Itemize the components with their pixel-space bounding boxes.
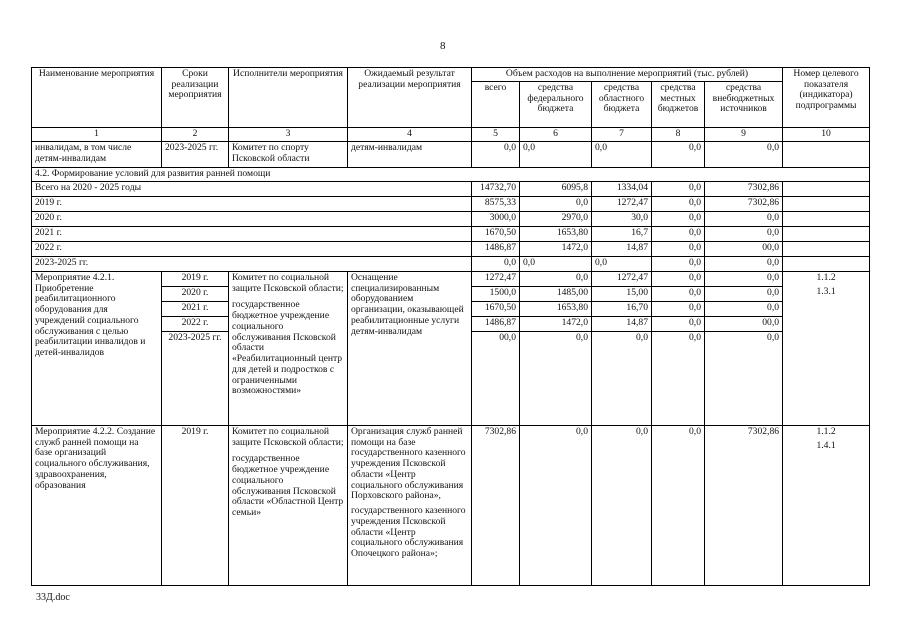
summary-extra: 0,0 xyxy=(705,212,783,227)
m421-extra: 0,0 xyxy=(705,287,783,302)
summary-row xyxy=(32,242,870,257)
table-row xyxy=(32,426,870,586)
summary-reg: 1272,47 xyxy=(592,197,652,212)
m421-executor-1: Комитет по социальной защите Псковской области; xyxy=(232,272,344,294)
m421-reg: 1272,47 xyxy=(592,272,652,287)
summary-label: 2020 г. xyxy=(32,212,472,227)
m421-reg: 0,0 xyxy=(592,332,652,426)
m421-period: 2023-2025 гг. xyxy=(162,332,229,426)
col-index: 10 xyxy=(783,128,870,142)
summary-row xyxy=(32,257,870,272)
header-period: Сроки реализации мероприятия xyxy=(162,68,229,128)
col-index: 1 xyxy=(32,128,162,142)
header-indicator: Номер целевого показателя (индикатора) подпрограммы xyxy=(783,68,870,128)
summary-row xyxy=(32,227,870,242)
m421-local: 0,0 xyxy=(652,317,705,332)
m421-result: Оснащение специализированным оборудованием организации, оказывающей реабилитационные услуги детям-инвалидам xyxy=(348,272,472,426)
summary-extra: 0,0 xyxy=(705,227,783,242)
summary-total: 3000,0 xyxy=(472,212,520,227)
cont-fed: 0,0 xyxy=(520,142,592,168)
col-index: 2 xyxy=(162,128,229,142)
m421-total: 1670,50 xyxy=(472,302,520,317)
summary-reg: 0,0 xyxy=(592,257,652,272)
summary-local: 0,0 xyxy=(652,182,705,197)
m421-local: 0,0 xyxy=(652,287,705,302)
summary-label: 2021 г. xyxy=(32,227,472,242)
summary-local: 0,0 xyxy=(652,227,705,242)
column-index-row xyxy=(32,128,870,142)
m422-indicator-2: 1.4.1 xyxy=(816,439,836,451)
m421-reg: 16,70 xyxy=(592,302,652,317)
m422-executor xyxy=(229,426,348,586)
summary-fed: 2970,0 xyxy=(520,212,592,227)
summary-label: 2019 г. xyxy=(32,197,472,212)
m421-fed: 1653,80 xyxy=(520,302,592,317)
m421-name: Мероприятие 4.2.1. Приобретение реабилитационного оборудования для учреждений социального обслуживания с целью реабилитации инвалидов и детей-инвалидов xyxy=(32,272,162,426)
m421-total: 00,0 xyxy=(472,332,520,426)
m421-fed: 0,0 xyxy=(520,332,592,426)
m421-total: 1500,0 xyxy=(472,287,520,302)
m421-extra: 00,0 xyxy=(705,317,783,332)
section-title: 4.2. Формирование условий для развития ранней помощи xyxy=(32,168,870,182)
summary-fed: 0,0 xyxy=(520,257,592,272)
summary-indicator xyxy=(783,182,870,197)
col-index: 9 xyxy=(705,128,783,142)
cont-executor: Комитет по спорту Псковской области xyxy=(229,142,348,168)
header-result: Ожидаемый результат реализации мероприятия xyxy=(348,68,472,128)
summary-extra: 0,0 xyxy=(705,257,783,272)
m421-executor xyxy=(229,272,348,426)
header-local: средства местных бюджетов xyxy=(652,82,705,128)
col-index: 8 xyxy=(652,128,705,142)
m421-fed: 0,0 xyxy=(520,272,592,287)
summary-fed: 1472,0 xyxy=(520,242,592,257)
m421-extra: 0,0 xyxy=(705,272,783,287)
m422-result-2: государственного казенного учреждения Псковской области «Центр социального обслуживания Опочецкого района»; xyxy=(351,505,466,560)
m422-name: Мероприятие 4.2.2. Создание служб ранней помощи на базе организаций социального обслуживания, здравоохранения, образования xyxy=(32,426,162,586)
summary-indicator xyxy=(783,227,870,242)
m421-fed: 1485,00 xyxy=(520,287,592,302)
summary-label: 2022 г. xyxy=(32,242,472,257)
m422-local: 0,0 xyxy=(652,426,705,586)
m421-reg: 14,87 xyxy=(592,317,652,332)
m421-local: 0,0 xyxy=(652,272,705,287)
cont-reg: 0,0 xyxy=(592,142,652,168)
measures-table xyxy=(31,67,870,586)
col-index: 7 xyxy=(592,128,652,142)
cont-period: 2023-2025 гг. xyxy=(162,142,229,168)
section-row xyxy=(32,168,870,182)
m422-executor-2: государственное бюджетное учреждение социального обслуживания Псковской области «Областной Центр семьи» xyxy=(232,453,344,519)
m422-extra: 7302,86 xyxy=(705,426,783,586)
summary-indicator xyxy=(783,197,870,212)
cont-name: инвалидам, в том числе детям-инвалидам xyxy=(32,142,162,168)
header-expenses-group: Объем расходов на выполнение мероприятий (тыс. рублей) xyxy=(472,68,783,82)
m421-total: 1486,87 xyxy=(472,317,520,332)
m421-reg: 15,00 xyxy=(592,287,652,302)
summary-indicator xyxy=(783,257,870,272)
m422-reg: 0,0 xyxy=(592,426,652,586)
m421-period: 2022 г. xyxy=(162,317,229,332)
summary-fed: 6095,8 xyxy=(520,182,592,197)
header-federal: средства федерального бюджета xyxy=(520,82,592,128)
header-regional: средства областного бюджета xyxy=(592,82,652,128)
summary-total: 14732,70 xyxy=(472,182,520,197)
m422-result-1: Организация служб ранней помощи на базе государственного казенного учреждения Псковской области «Центр социального обслуживания Порховского района», xyxy=(351,426,466,502)
m421-indicator-2: 1.3.1 xyxy=(816,285,836,297)
m421-period: 2020 г. xyxy=(162,287,229,302)
summary-label: 2023-2025 гг. xyxy=(32,257,472,272)
summary-reg: 16,7 xyxy=(592,227,652,242)
footer-filename: 33Д.doc xyxy=(36,592,70,603)
summary-row xyxy=(32,197,870,212)
m421-extra: 0,0 xyxy=(705,302,783,317)
m422-fed: 0,0 xyxy=(520,426,592,586)
table-row xyxy=(32,272,870,287)
m422-indicator-1: 1.1.2 xyxy=(816,426,836,437)
summary-row xyxy=(32,212,870,227)
m421-local: 0,0 xyxy=(652,302,705,317)
m422-period: 2019 г. xyxy=(162,426,229,586)
summary-local: 0,0 xyxy=(652,257,705,272)
m421-period: 2019 г. xyxy=(162,272,229,287)
header-row xyxy=(32,68,870,82)
summary-reg: 14,87 xyxy=(592,242,652,257)
summary-fed: 1653,80 xyxy=(520,227,592,242)
m422-executor-1: Комитет по социальной защите Псковской области; xyxy=(232,426,344,448)
summary-extra: 00,0 xyxy=(705,242,783,257)
summary-extra: 7302,86 xyxy=(705,197,783,212)
m422-result xyxy=(348,426,472,586)
summary-indicator xyxy=(783,212,870,227)
m421-period: 2021 г. xyxy=(162,302,229,317)
cont-total: 0,0 xyxy=(472,142,520,168)
page-number: 8 xyxy=(440,40,446,52)
summary-reg: 30,0 xyxy=(592,212,652,227)
cont-indicator xyxy=(783,142,870,168)
m421-fed: 1472,0 xyxy=(520,317,592,332)
m421-indicator-1: 1.1.2 xyxy=(816,272,836,283)
summary-extra: 7302,86 xyxy=(705,182,783,197)
col-index: 3 xyxy=(229,128,348,142)
col-index: 4 xyxy=(348,128,472,142)
m421-extra: 0,0 xyxy=(705,332,783,426)
cont-result: детям-инвалидам xyxy=(348,142,472,168)
header-total: всего xyxy=(472,82,520,128)
summary-local: 0,0 xyxy=(652,212,705,227)
summary-fed: 0,0 xyxy=(520,197,592,212)
summary-local: 0,0 xyxy=(652,242,705,257)
summary-reg: 1334,04 xyxy=(592,182,652,197)
summary-total: 0,0 xyxy=(472,257,520,272)
m421-executor-2: государственное бюджетное учреждение социального обслуживания Псковской области «Реабилитационный центр для детей и подростков с ограниченными возможностями» xyxy=(232,299,343,397)
summary-indicator xyxy=(783,242,870,257)
summary-row xyxy=(32,182,870,197)
summary-total: 8575,33 xyxy=(472,197,520,212)
cont-extra: 0,0 xyxy=(705,142,783,168)
table-row xyxy=(32,142,870,168)
summary-label: Всего на 2020 - 2025 годы xyxy=(32,182,472,197)
header-executor: Исполнители мероприятия xyxy=(229,68,348,128)
summary-local: 0,0 xyxy=(652,197,705,212)
m421-total: 1272,47 xyxy=(472,272,520,287)
m422-indicators xyxy=(783,426,870,586)
summary-total: 1670,50 xyxy=(472,227,520,242)
m421-indicators xyxy=(783,272,870,426)
header-extra: средства внебюджетных источников xyxy=(705,82,783,128)
summary-total: 1486,87 xyxy=(472,242,520,257)
cont-local: 0,0 xyxy=(652,142,705,168)
m422-total: 7302,86 xyxy=(472,426,520,586)
col-index: 6 xyxy=(520,128,592,142)
m421-local: 0,0 xyxy=(652,332,705,426)
header-name: Наименование мероприятия xyxy=(32,68,162,128)
col-index: 5 xyxy=(472,128,520,142)
